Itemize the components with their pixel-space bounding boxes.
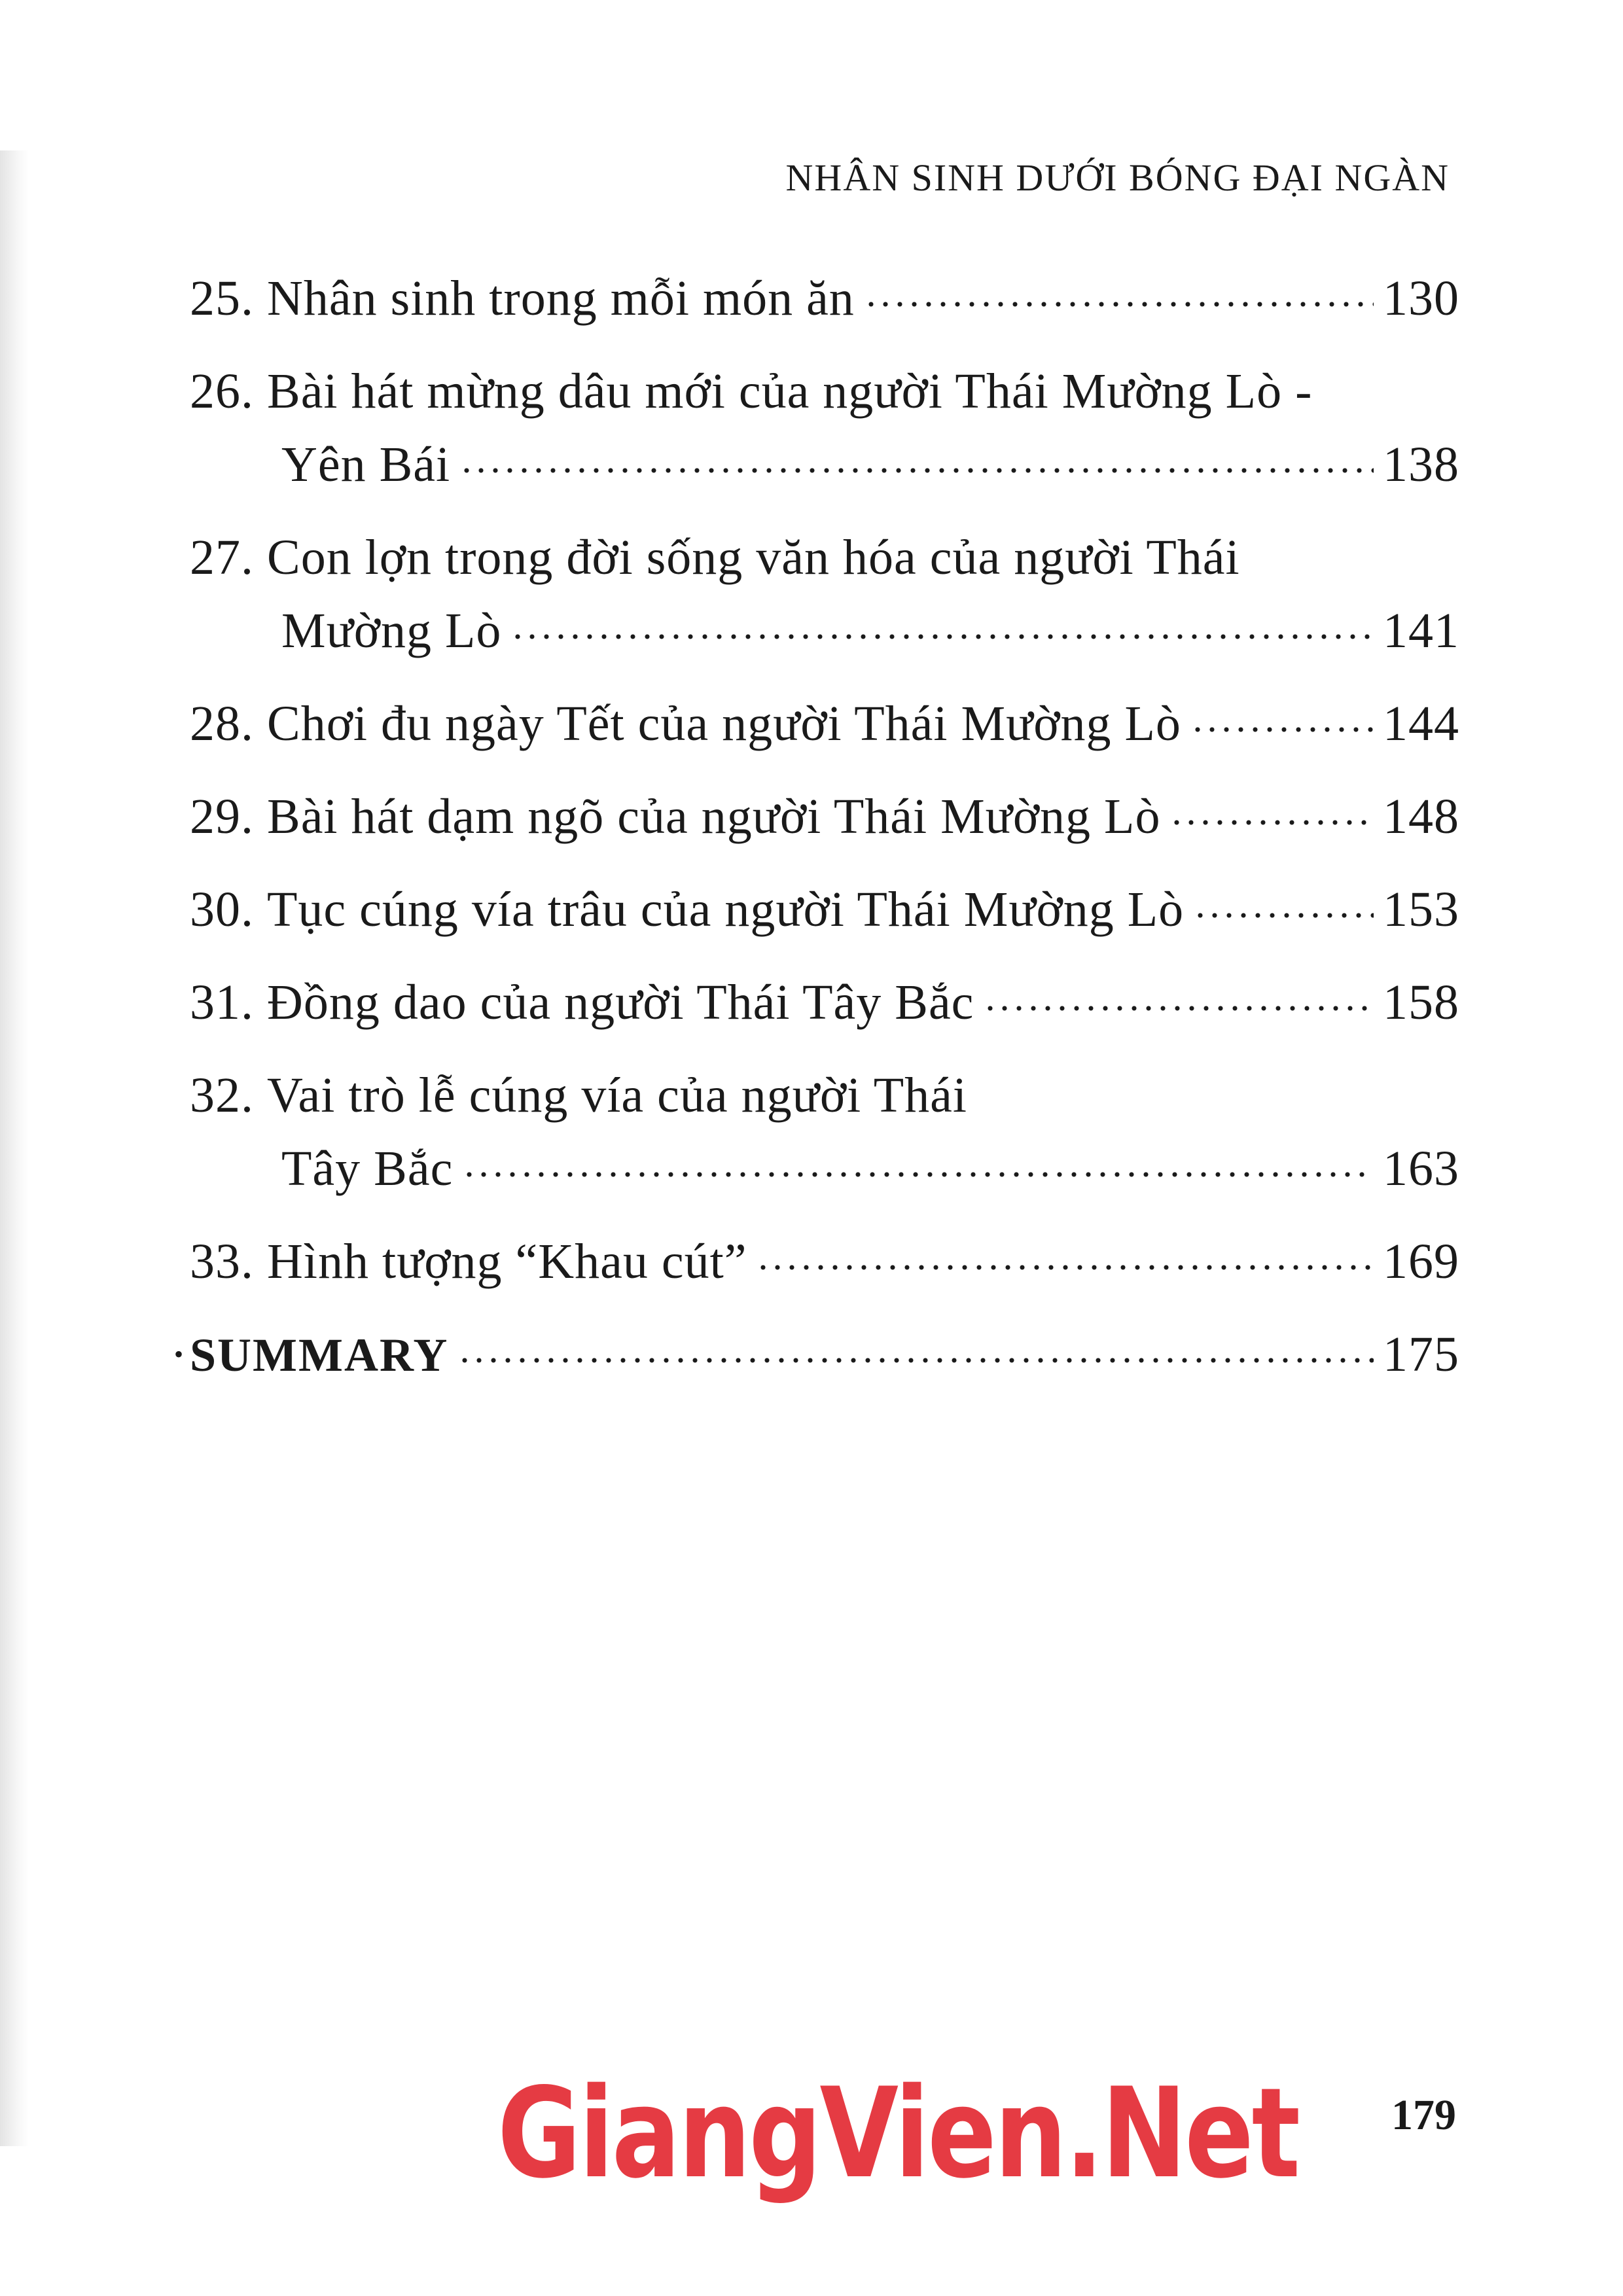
entry-number: 29. <box>190 789 254 844</box>
watermark-logo: GiangVien.Net <box>497 2061 1298 2206</box>
toc-entry-27[interactable] <box>190 521 1459 667</box>
bullet-mark: • <box>174 1339 184 1369</box>
dot-leader <box>462 1168 1374 1181</box>
dot-leader <box>510 630 1374 643</box>
toc-entry-25[interactable] <box>190 262 1459 335</box>
entry-page-number: 153 <box>1383 882 1459 937</box>
toc-entry-30[interactable] <box>190 873 1459 946</box>
entry-title: Bài hát dạm ngõ của người Thái Mường Lò <box>267 789 1161 844</box>
entry-page-number: 169 <box>1383 1234 1459 1289</box>
entry-page-number: 130 <box>1383 271 1459 326</box>
entry-page-number: 148 <box>1383 789 1459 844</box>
entry-title-continuation: Mường Lò <box>281 603 502 658</box>
dot-leader <box>457 1354 1374 1367</box>
dot-leader <box>459 464 1374 477</box>
entry-number: 32. <box>190 1068 254 1123</box>
entry-title: Nhân sinh trong mỗi món ăn <box>267 271 855 326</box>
toc-entry-28[interactable] <box>190 687 1459 760</box>
dot-leader <box>1190 723 1374 736</box>
summary-label: SUMMARY <box>190 1329 449 1381</box>
entry-page-number: 163 <box>1383 1141 1459 1196</box>
toc-entry-summary[interactable] <box>174 1318 1459 1392</box>
entry-title: Con lợn trong đời sống văn hóa của người Thái <box>267 530 1240 585</box>
entry-title: Tục cúng vía trâu của người Thái Mường Lò <box>267 882 1185 937</box>
entry-page-number: 158 <box>1383 975 1459 1030</box>
entry-title: Vai trò lễ cúng vía của người Thái <box>267 1068 968 1123</box>
entry-number: 33. <box>190 1234 254 1289</box>
entry-number: 30. <box>190 882 254 937</box>
running-header: NHÂN SINH DƯỚI BÓNG ĐẠI NGÀN <box>785 156 1450 199</box>
entry-page-number: 138 <box>1383 437 1459 492</box>
entry-title: Đồng dao của người Thái Tây Bắc <box>267 975 974 1030</box>
entry-title: Bài hát mừng dâu mới của người Thái Mường Lò - <box>267 364 1313 419</box>
entry-page-number: 175 <box>1383 1327 1459 1382</box>
entry-number: 31. <box>190 975 254 1030</box>
entry-title: Hình tượng “Khau cút” <box>267 1234 747 1289</box>
entry-title: Chơi đu ngày Tết của người Thái Mường Lò <box>267 696 1181 751</box>
dot-leader <box>983 1002 1374 1015</box>
entry-number: 28. <box>190 696 254 751</box>
page-number: 179 <box>1391 2091 1456 2139</box>
entry-title-continuation: Yên Bái <box>281 437 451 492</box>
toc-entry-32[interactable] <box>190 1059 1459 1205</box>
entry-page-number: 144 <box>1383 696 1459 751</box>
dot-leader <box>864 298 1374 311</box>
scan-shadow-edge <box>0 150 29 2146</box>
toc-entry-26[interactable] <box>190 355 1459 501</box>
dot-leader <box>756 1261 1374 1274</box>
table-of-contents <box>174 262 1459 1411</box>
entry-number: 25. <box>190 271 254 326</box>
dot-leader <box>1169 816 1374 829</box>
toc-entry-29[interactable] <box>190 780 1459 853</box>
toc-entry-31[interactable] <box>190 966 1459 1039</box>
toc-entry-33[interactable] <box>190 1225 1459 1298</box>
entry-page-number: 141 <box>1383 603 1459 658</box>
entry-title-continuation: Tây Bắc <box>281 1141 454 1196</box>
dot-leader <box>1193 909 1374 922</box>
entry-number: 27. <box>190 530 254 585</box>
entry-number: 26. <box>190 364 254 419</box>
